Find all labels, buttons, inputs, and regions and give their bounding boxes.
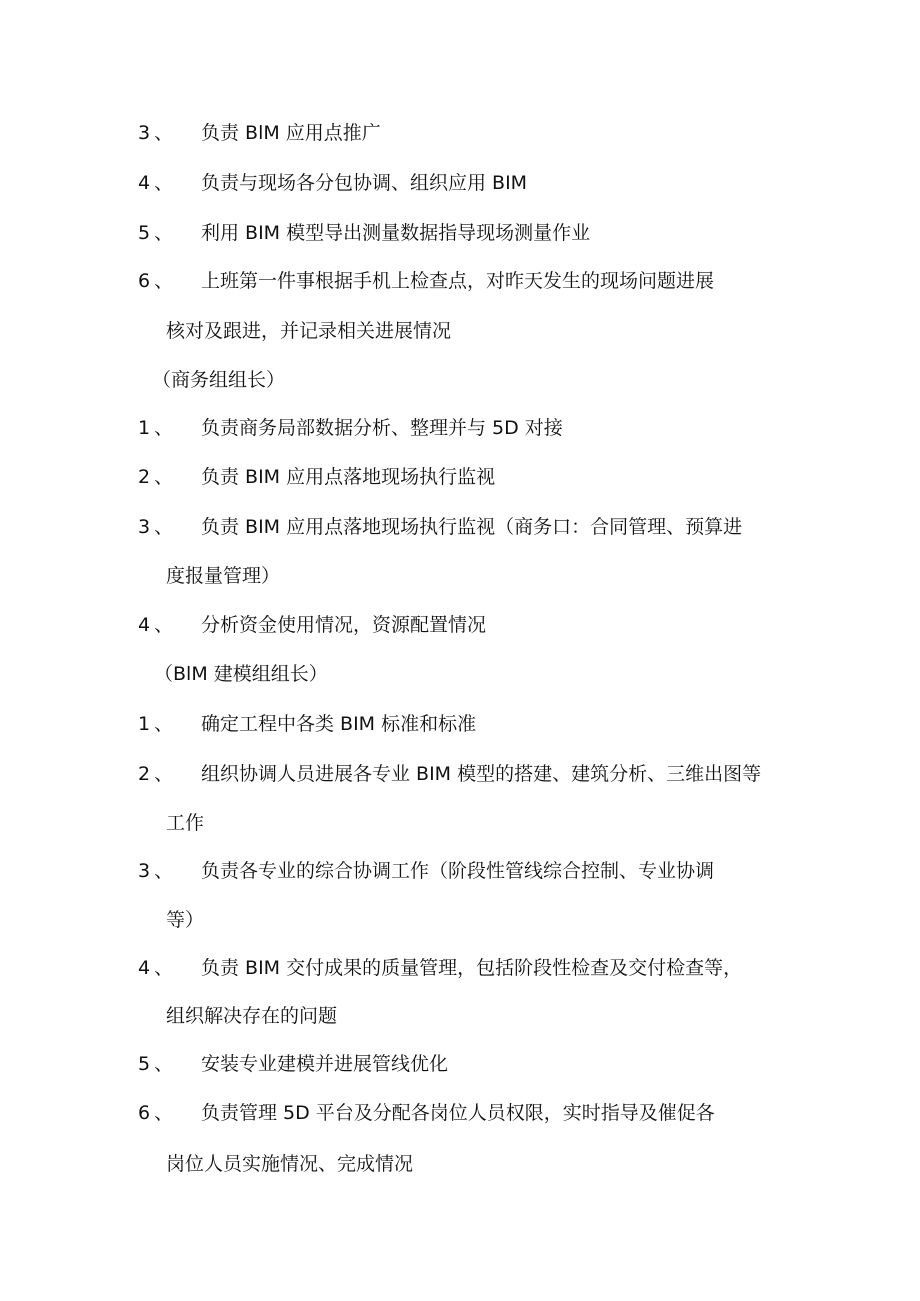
item-number: 4 、 — [138, 614, 174, 636]
item-text: 安装专业建模并进展管线优化 — [201, 1053, 449, 1075]
item-text: 负责与现场各分包协调、组织应用 BIM — [201, 172, 528, 194]
item-text: 负责 BlM 应用点推广 — [201, 122, 381, 144]
item-number: 6 、 — [138, 270, 174, 292]
item-text: 负责各专业的综合协调工作（阶段性管线综合控制、专业协调 — [201, 860, 715, 882]
section-heading-bim-modeling: （BlM 建模组组长） — [154, 663, 328, 685]
item-text-continuation: 等） — [166, 909, 205, 931]
item-text: 确定工程中各类 BIM 标准和标准 — [201, 713, 477, 735]
item-text-continuation: 工作 — [166, 812, 205, 834]
item-text: 负责 BIM 应用点落地现场执行监视（商务口：合同管理、预算进 — [201, 516, 743, 538]
item-text: 利用 BIM 模型导出测量数据指导现场测量作业 — [201, 222, 591, 244]
section-heading-business: （商务组组长） — [152, 369, 286, 391]
item-text-continuation: 度报量管理） — [166, 565, 281, 587]
item-text: 负责 BIM 交付成果的质量管理，包括阶段性检查及交付检查等， — [201, 957, 743, 979]
item-number: 3 、 — [138, 516, 174, 538]
item-text: 负责管理 5D 平台及分配各岗位人员权限，实时指导及催促各 — [201, 1102, 715, 1124]
item-number: 3 、 — [138, 860, 174, 882]
item-text: 负责 BIM 应用点落地现场执行监视 — [201, 466, 496, 488]
item-text: 组织协调人员进展各专业 BIM 模型的搭建、建筑分析、三维出图等 — [201, 763, 762, 785]
item-number: 5 、 — [138, 222, 174, 244]
item-text-continuation: 组织解决存在的问题 — [166, 1005, 338, 1027]
item-number: 4 、 — [138, 172, 174, 194]
item-number: 4 、 — [138, 957, 174, 979]
item-text: 负责商务局部数据分析、整理并与 5D 对接 — [201, 417, 563, 439]
item-text-continuation: 岗位人员实施情况、完成情况 — [166, 1153, 414, 1175]
item-text: 上班第一件事根据手机上检查点，对昨天发生的现场问题进展 — [201, 270, 715, 292]
item-number: 1 、 — [138, 417, 174, 439]
item-number: 6 、 — [138, 1102, 174, 1124]
item-number: 5 、 — [138, 1053, 174, 1075]
item-number: 2 、 — [138, 763, 174, 785]
item-number: 2 、 — [138, 466, 174, 488]
item-text-continuation: 核对及跟进，并记录相关进展情况 — [166, 320, 452, 342]
item-text: 分析资金使用情况，资源配置情况 — [201, 614, 487, 636]
item-number: 1 、 — [138, 713, 174, 735]
item-number: 3 、 — [138, 122, 174, 144]
